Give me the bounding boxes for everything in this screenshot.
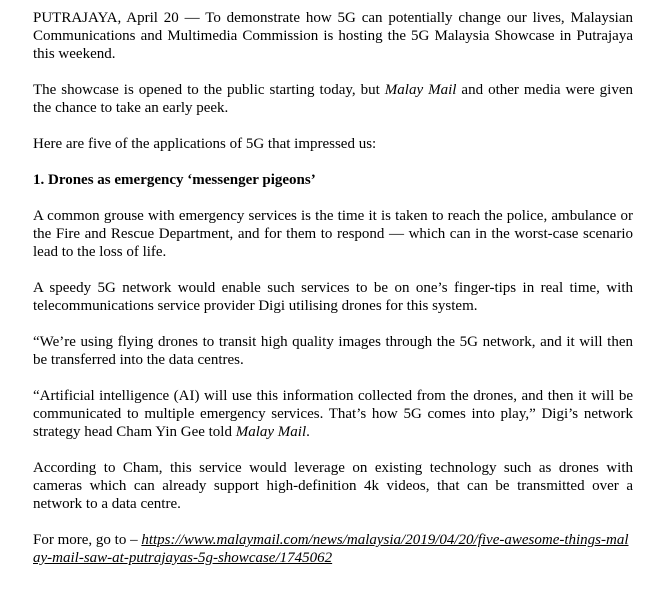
list-intro-paragraph: Here are five of the applications of 5G that impressed us: [33, 136, 377, 152]
article-link[interactable]: https://www.malaymail.com/news/malaysia/2019/04/20/five-awesome-things-malay-mail-saw-at-putrajayas-5g-showcase/1745062 [33, 532, 629, 566]
publication-name: Malay Mail [384, 82, 457, 98]
ai-quote-start: “Artificial intelligence (AI) will use this information collected from the drones, and then it will be communicated to multiple emergency services. That’s how 5G comes into play,” Digi’s network strategy head Cham Yin Gee told [33, 388, 633, 440]
ai-quote-paragraph [33, 387, 633, 441]
more-info-paragraph [33, 531, 633, 567]
publication-name-2: Malay Mail [235, 424, 307, 440]
network-paragraph: A speedy 5G network would enable such services to be on one’s finger-tips in real time, with telecommunications service provider Digi utilising drones for this system. [33, 280, 633, 314]
section-heading: 1. Drones as emergency ‘messenger pigeons’ [33, 172, 316, 188]
emergency-paragraph: A common grouse with emergency services is the time it is taken to reach the police, ambulance or the Fire and Rescue Department, and for them to respond — which can in the worst-case scenario lead to the loss of life. [33, 208, 633, 260]
media-paragraph [33, 81, 633, 117]
media-paragraph-end: and other media were given the chance to take an early peek. [33, 82, 633, 116]
intro-paragraph: PUTRAJAYA, April 20 — To demonstrate how 5G can potentially change our lives, Malaysian Communications and Multimedia Commission is hosting the 5G Malaysia Showcase in Putrajaya this weekend. [33, 10, 633, 62]
drones-quote-paragraph: “We’re using flying drones to transit high quality images through the 5G network, and it will then be transferred into the data centres. [33, 334, 633, 368]
article-body [33, 9, 633, 567]
ai-quote-end: . [306, 424, 310, 440]
technology-paragraph: According to Cham, this service would leverage on existing technology such as drones with cameras which can already support high-definition 4k videos, that can be transmitted over a network to a data centre. [33, 460, 633, 512]
media-paragraph-start: The showcase is opened to the public starting today, but [33, 82, 385, 98]
more-info-prefix: For more, go to – [33, 532, 142, 548]
